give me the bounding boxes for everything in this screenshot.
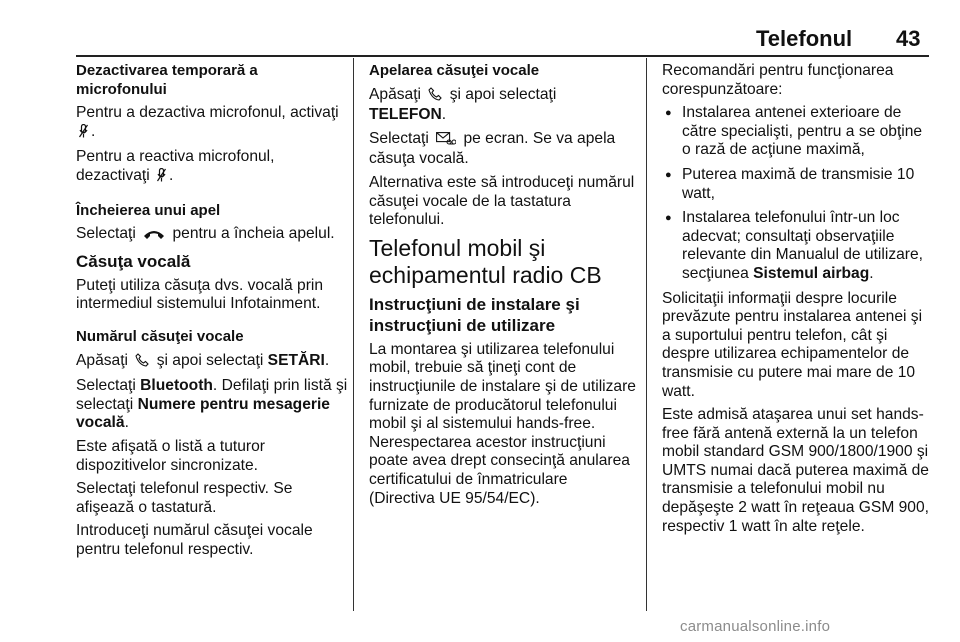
subsection-title: Instrucţiuni de instalare şi instrucţiuni de utilizare — [369, 294, 580, 335]
mute-text-1: Pentru a dezactiva microfonul, activaţi — [76, 104, 339, 122]
watermark: carmanualsonline.info — [680, 618, 831, 635]
end-call-text-a: Selectaţi — [76, 225, 136, 243]
vm-text-2b: . Defilaţi prin listă şi selectaţi — [76, 377, 348, 413]
call-text-1c: . — [441, 106, 447, 124]
vm-text-2-bold-1: Bluetooth — [140, 377, 213, 395]
call-voicemail-paragraph-3: Alternativa este să introduceţi numărul căsuţei vocale de la tastatura telefonului. — [369, 173, 635, 229]
voicemail-icon — [436, 132, 456, 151]
call-text-2b: pe ecran. Se va apela căsuţa vocală. — [369, 129, 616, 168]
mute-text-2-end: . — [169, 166, 174, 184]
column-1 — [76, 62, 348, 564]
bullet-3-end: . — [869, 264, 874, 282]
call-text-1b: şi apoi selectaţi — [449, 85, 557, 103]
voicemail-number-paragraph-2 — [76, 377, 348, 433]
voicemail-number-heading: Numărul căsuţei vocale — [76, 327, 244, 345]
recommendations-list — [662, 104, 930, 283]
vm-text-2a: Selectaţi — [76, 377, 136, 395]
vm-text-2c: . — [124, 414, 129, 432]
list-item: ● Puterea maximă de transmisie 10 watt, — [662, 166, 930, 203]
page-title: Telefonul — [756, 26, 853, 51]
vm-text-1a: Apăsaţi — [76, 351, 129, 369]
call-text-2a: Selectaţi — [369, 129, 429, 147]
voicemail-number-paragraph-3: Este afişată o listă a tuturor dispozitivelor sincronizate. — [76, 437, 265, 474]
call-voicemail-heading: Apelarea căsuţei vocale — [369, 62, 540, 79]
vm-text-1c: . — [324, 351, 330, 369]
vm-text-1-bold: SETĂRI — [267, 351, 325, 369]
mute-paragraph-1 — [76, 104, 348, 143]
mute-text-1-end: . — [91, 122, 96, 140]
voicemail-number-paragraph-4: Selectaţi telefonul respectiv. Se afişează o tastatură. — [76, 480, 293, 516]
voicemail-paragraph: Puteţi utiliza căsuţa dvs. vocală prin intermediul sistemului Infotainment. — [76, 276, 324, 313]
vm-text-2-bold-2: Numere pentru mesagerie vocală — [76, 395, 330, 432]
page-header — [0, 0, 960, 56]
list-item — [662, 209, 930, 283]
mute-heading: Dezactivarea temporară a microfonului — [76, 62, 258, 98]
call-text-1-bold: TELEFON — [369, 106, 442, 124]
request-info-paragraph: Solicitaţii informaţii despre locurile prevăzute pentru instalarea antenei şi a suportului pentru telefon, cât şi despre utilizarea echipamentelor de transmisie cu putere mai mare de 10 watt. — [662, 289, 923, 400]
microphone-icon — [157, 168, 166, 188]
voicemail-number-paragraph-5: Introduceţi numărul căsuţei vocale pentru telefonul respectiv. — [76, 522, 313, 558]
phone-symbol-icon — [428, 87, 442, 107]
column-divider-1 — [353, 58, 354, 611]
mute-paragraph-2 — [76, 148, 348, 187]
handsfree-paragraph: Este admisă ataşarea unui set hands-free fără antenă externă la un telefon mobil standard GSM 900/1800/1900 şi UMTS numai dacă puterea maximă de transmisie a telefonului mobil nu depăşeşte 2 watt în reţeaua GSM 900, respectiv 1 watt în alte reţele. — [662, 406, 929, 535]
recommendations-intro: Recomandări pentru funcţionarea corespunzătoare: — [662, 62, 894, 98]
call-voicemail-paragraph-2 — [369, 130, 637, 169]
bullet-3-text: Instalarea telefonului într-un loc adecvat; consultaţi observaţiile relevante din Manualul de utilizare, secţiunea — [682, 209, 923, 282]
page-number: 43 — [896, 26, 921, 51]
voicemail-heading: Căsuţa vocală — [76, 251, 191, 271]
column-2 — [369, 62, 637, 513]
end-call-paragraph — [76, 225, 348, 246]
end-call-text-b: pentru a încheia apelul. — [172, 225, 335, 243]
call-voicemail-paragraph-1 — [369, 86, 637, 125]
section-title: Telefonul mobil şi echipamentul radio CB — [369, 234, 602, 288]
hang-up-icon — [143, 227, 165, 246]
list-item: ● Instalarea antenei exterioare de către specialişti, pentru a se obţine o rază de acţiune maximă, — [662, 104, 930, 160]
microphone-icon — [79, 124, 88, 144]
call-text-1a: Apăsaţi — [369, 85, 422, 103]
mute-text-2: Pentru a reactiva microfonul, dezactivaţi — [76, 148, 275, 184]
phone-symbol-icon — [135, 353, 149, 373]
voicemail-number-paragraph-1 — [76, 352, 348, 373]
end-call-heading: Încheierea unui apel — [76, 201, 221, 219]
vm-text-1b: şi apoi selectaţi — [156, 351, 264, 369]
installation-paragraph: La montarea şi utilizarea telefonului mobil, trebuie să ţineţi cont de instrucţiunile de instalare şi de utilizare furnizate de producătorul telefonului mobil şi al sistemului hands-free. Nerespectarea acestor instrucţiuni poate avea drept consecinţă anularea certificatului de înmatriculare (Directiva UE 95/54/EC). — [369, 340, 636, 507]
header-rule — [76, 55, 929, 57]
column-3 — [662, 62, 930, 541]
bullet-3-bold: Sistemul airbag — [753, 264, 870, 282]
column-divider-2 — [646, 58, 647, 611]
